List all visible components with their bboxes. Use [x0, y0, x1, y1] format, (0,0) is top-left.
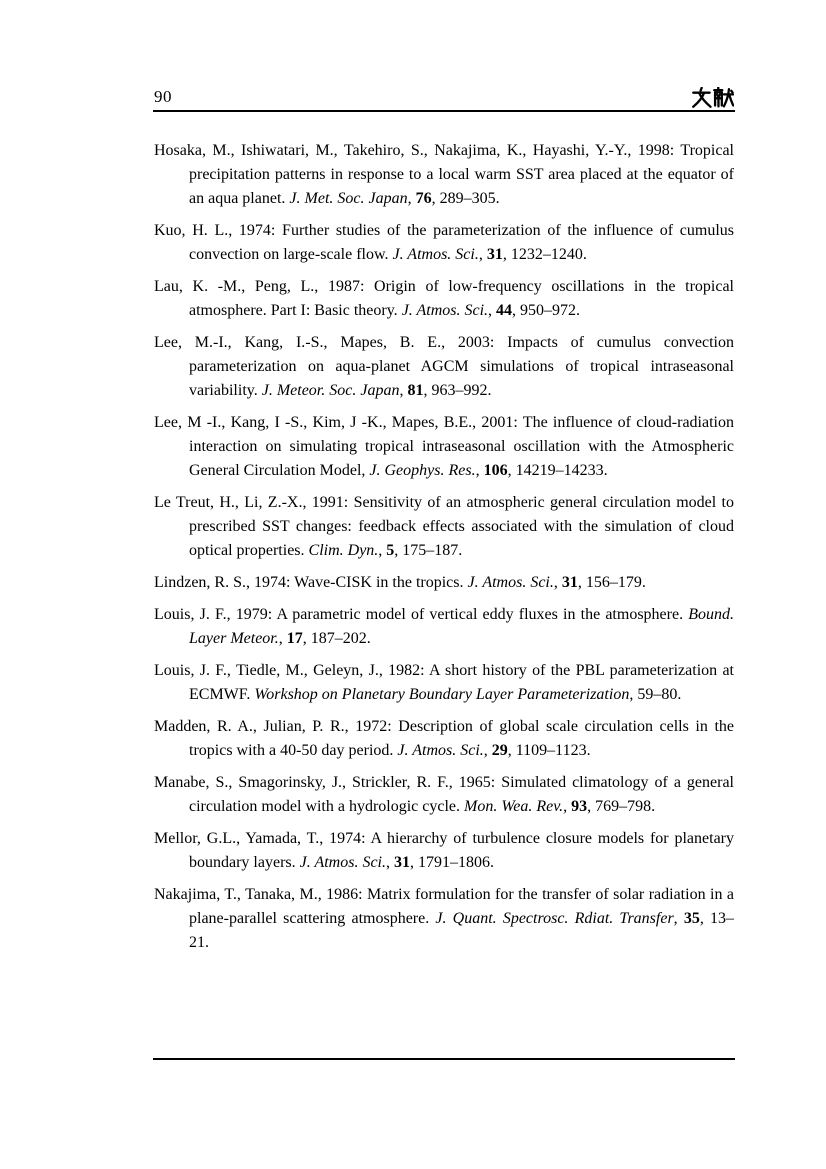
reference-entry — [154, 771, 734, 819]
page-number: 90 — [154, 87, 172, 106]
reference-entry — [154, 571, 734, 595]
reference-text: , 769–798. — [587, 798, 656, 815]
reference-entry — [154, 219, 734, 267]
volume-number: 29 — [491, 742, 508, 759]
journal-name: J. Atmos. Sci. — [299, 854, 386, 871]
volume-number: 5 — [386, 542, 395, 559]
reference-text: Le Treut, H., Li, Z.-X., 1991: Sensitivity of an atmospheric general circulation model to prescribed SST changes: feedback effects associated with the simulation of cloud optical properties. — [154, 494, 734, 559]
reference-text: , — [488, 302, 497, 319]
volume-number: 17 — [286, 630, 303, 647]
volume-number: 44 — [496, 302, 513, 319]
reference-text: , 175–187. — [394, 542, 463, 559]
journal-name: Clim. Dyn. — [308, 542, 379, 559]
reference-text: Mellor, G.L., Yamada, T., 1974: A hierarchy of turbulence closure models for planetary boundary layers. — [154, 830, 734, 871]
reference-text: , — [407, 190, 416, 207]
reference-text: , — [483, 742, 492, 759]
reference-entry — [154, 491, 734, 563]
reference-entry — [154, 715, 734, 763]
volume-number: 31 — [561, 574, 578, 591]
reference-entry — [154, 827, 734, 875]
reference-entry — [154, 883, 734, 955]
reference-text: Nakajima, T., Tanaka, M., 1986: Matrix formulation for the transfer of solar radiation in a plane-parallel scattering atmosphere. — [154, 886, 734, 927]
reference-text: Madden, R. A., Julian, P. R., 1972: Description of global scale circulation cells in the tropics with a 40-50 day period. — [154, 718, 734, 759]
reference-text: , — [563, 798, 572, 815]
volume-number: 93 — [571, 798, 588, 815]
reference-text: , 14219–14233. — [507, 462, 608, 479]
reference-text: Lee, M.-I., Kang, I.-S., Mapes, B. E., 2003: Impacts of cumulus convection parameterization on aqua-planet AGCM simulations of tropical intraseasonal variability. — [154, 334, 734, 399]
page-header — [154, 86, 734, 108]
journal-name: J. Atmos. Sci. — [401, 302, 489, 319]
volume-number: 76 — [415, 190, 432, 207]
header-section-title — [692, 87, 734, 108]
reference-text: , 289–305. — [431, 190, 500, 207]
reference-text: , — [673, 910, 684, 927]
kanji-bunken-icon — [692, 87, 734, 108]
reference-text: , — [478, 246, 487, 263]
journal-name: J. Meteor. Soc. Japan — [261, 382, 400, 399]
journal-name: Bound. Layer Meteor. — [189, 606, 734, 647]
volume-number: 81 — [407, 382, 424, 399]
reference-entry — [154, 139, 734, 211]
reference-text: , — [399, 382, 408, 399]
reference-entry — [154, 275, 734, 323]
reference-text: Louis, J. F., Tiedle, M., Geleyn, J., 1982: A short history of the PBL parameterization at ECMWF. — [154, 662, 734, 703]
reference-text: Lee, M -I., Kang, I -S., Kim, J -K., Mapes, B.E., 2001: The influence of cloud-radiation interaction on simulating tropical intraseasonal oscillation with the Atmospheric General Circulation Model, — [154, 414, 734, 479]
reference-text: , 963–992. — [423, 382, 492, 399]
reference-entry — [154, 411, 734, 483]
reference-text: , 1232–1240. — [502, 246, 587, 263]
reference-entry — [154, 659, 734, 707]
header-rule — [153, 110, 735, 112]
reference-text: Lau, K. -M., Peng, L., 1987: Origin of low-frequency oscillations in the tropical atmosphere. Part I: Basic theory. — [154, 278, 734, 319]
reference-text: , 13–21. — [189, 910, 735, 951]
reference-text: , 1109–1123. — [507, 742, 591, 759]
reference-text: , — [475, 462, 484, 479]
footer-rule — [153, 1058, 735, 1060]
reference-text: , — [553, 574, 562, 591]
reference-text: , — [278, 630, 287, 647]
volume-number: 35 — [683, 910, 700, 927]
journal-name: J. Quant. Spectrosc. Rdiat. Transfer — [435, 910, 674, 927]
reference-text: Louis, J. F., 1979: A parametric model of vertical eddy fluxes in the atmosphere. — [154, 606, 689, 623]
reference-text: Lindzen, R. S., 1974: Wave-CISK in the tropics. — [154, 574, 468, 591]
reference-text: , — [378, 542, 387, 559]
journal-name: Mon. Wea. Rev. — [464, 798, 564, 815]
journal-name: J. Geophys. Res. — [369, 462, 476, 479]
reference-text: , 59–80. — [629, 686, 682, 703]
reference-text: Manabe, S., Smagorinsky, J., Strickler, R. F., 1965: Simulated climatology of a general circulation model with a hydrologic cycle. — [154, 774, 734, 815]
reference-text: , 1791–1806. — [410, 854, 494, 871]
journal-name: J. Atmos. Sci. — [392, 246, 479, 263]
volume-number: 106 — [483, 462, 508, 479]
reference-text: , 156–179. — [577, 574, 646, 591]
reference-entry — [154, 331, 734, 403]
reference-text: , 950–972. — [512, 302, 581, 319]
references-list — [154, 139, 734, 963]
journal-name: J. Met. Soc. Japan — [289, 190, 408, 207]
reference-text: Kuo, H. L., 1974: Further studies of the parameterization of the influence of cumulus convection on large-scale flow. — [154, 222, 734, 263]
reference-text: , 187–202. — [302, 630, 371, 647]
reference-text: Hosaka, M., Ishiwatari, M., Takehiro, S., Nakajima, K., Hayashi, Y.-Y., 1998: Tropical precipitation patterns in response to a local warm SST area placed at the equator of an aqua planet. — [154, 142, 734, 207]
journal-name: J. Atmos. Sci. — [467, 574, 554, 591]
reference-entry — [154, 603, 734, 651]
journal-name: J. Atmos. Sci. — [397, 742, 484, 759]
volume-number: 31 — [394, 854, 410, 871]
journal-name: Workshop on Planetary Boundary Layer Parameterization — [254, 686, 630, 703]
reference-text: , — [386, 854, 394, 871]
volume-number: 31 — [486, 246, 503, 263]
